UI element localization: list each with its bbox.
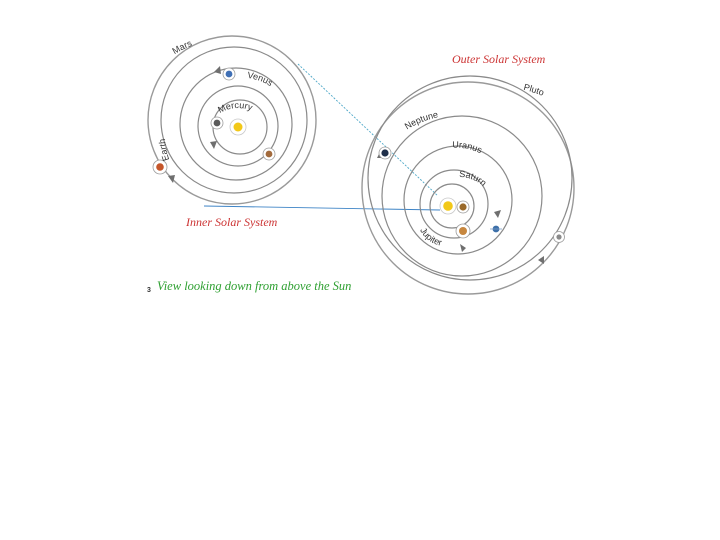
orbit-arrow-icon <box>168 175 175 183</box>
planet-neptune <box>379 147 391 159</box>
orbit-arrow-icon <box>460 244 466 252</box>
orbit-label-venus: Venus <box>246 69 275 88</box>
orbit-label-jupiter: Jupiter <box>418 225 443 248</box>
planet-mercury <box>211 117 223 129</box>
sun-outer <box>443 201 453 211</box>
orbit-arrow-icon <box>214 66 221 74</box>
orbit-label-neptune: Neptune <box>402 109 439 132</box>
planet-pluto <box>554 232 565 243</box>
figure-caption: View looking down from above the Sun <box>157 279 352 293</box>
orbit-label-earth: Earth <box>157 138 172 163</box>
orbit-label-pluto: Pluto <box>522 81 546 98</box>
planet-earth <box>263 148 275 160</box>
orbit-label-uranus: Uranus <box>452 139 484 156</box>
planet-mars <box>153 160 167 174</box>
figure-number: 3 <box>147 287 151 294</box>
orbit-arrow-icon <box>494 210 501 218</box>
sun-inner <box>234 123 243 132</box>
orbit-label-mars: Mars <box>170 38 194 57</box>
orbit-label-saturn: Saturn <box>458 168 489 188</box>
planet-uranus <box>490 226 502 233</box>
orbit-arrow-icon <box>538 256 544 264</box>
outer-solar-system <box>362 76 574 294</box>
inner-system-title: Inner Solar System <box>186 215 278 229</box>
outer-system-title: Outer Solar System <box>452 52 546 66</box>
planet-jupiter <box>456 224 470 238</box>
inner-solar-system <box>148 36 316 204</box>
orbit-label-mercury: Mercury <box>216 99 254 115</box>
orbit-arrow-icon <box>210 141 217 149</box>
planet-saturn <box>457 201 469 213</box>
planet-venus <box>223 68 235 80</box>
